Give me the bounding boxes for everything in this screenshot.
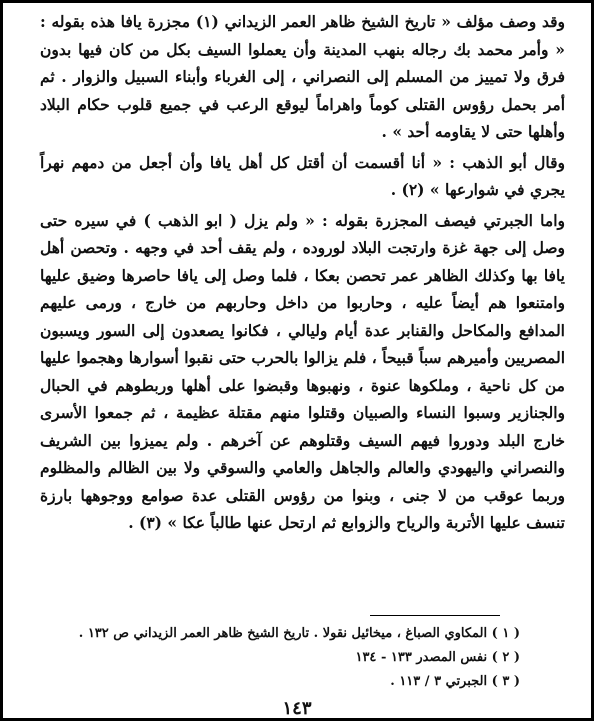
footnotes — [80, 622, 520, 694]
footnote-1: ( ١ ) المكاوي الصباغ ، ميخائيل نقولا . تاريخ الشيخ ظاهر العمر الزيداني ص ١٣٢ . — [78, 626, 520, 641]
page-body — [40, 8, 565, 537]
paragraph-2: وقال أبو الذهب : « أنا أقسمت أن أقتل كل أهل يافا وأن أجعل من دمهم نهراً يجري في شوارعها » (٢) . — [40, 152, 565, 199]
footnote-separator — [370, 615, 500, 616]
footnote-2: ( ٢ ) نفس المصدر ١٣٣ - ١٣٤ — [355, 650, 520, 665]
footnote-3: ( ٣ ) الجبرتي ٣ / ١١٣ . — [390, 674, 520, 689]
page-number: ١٤٣ — [282, 698, 312, 719]
paragraph-3: واما الجبرتي فيصف المجزرة بقوله : « ولم يزل ( ابو الذهب ) في سيره حتى وصل إلى جهة غزة وارتجت البلاد لوروده ، ولم يقف أحد في وجهه . وتحصن أهل يافا بها وكذلك الظاهر عمر تحصن بعكا ، فلما وصل إلى يافا حاصرها وضيق عليها وامتنعوا هم أيضاً عليه ، وحاربوا من داخل وحاربهم من خارج ، ورمى عليهم المدافع والمكاحل والقنابر عدة أيام وليالي ، فكانوا يصعدون إلى السور ويسبون المصريين وأميرهم سباً قبيحاً ، فلم يزالوا بالحرب حتى نقبوا أسوارها وهجموا عليها من كل ناحية ، وملكوها عنوة ، ونهبوها وقبضوا على أهلها وربطوهم في الحبال والجنازير وسبوا النساء والصبيان وقتلوا منهم مقتلة عظيمة ، ثم جمعوا الأسرى خارج البلد ودوروا فيهم السيف وقتلوهم عن آخرهم . ولم يميزوا بين الشريف والنصراني واليهودي والعالم والجاهل والعامي والسوقي ولا بين الظالم والمظلوم وربما عوقب من لا جنى ، وبنوا من رؤوس القتلى عدة صوامع ووجوهها بارزة تنسف عليها الأتربة والرياح والزوابع ثم ارتحل عنها طالباً عكا » (٣) . — [40, 210, 565, 532]
paragraph-1: وقد وصف مؤلف « تاريخ الشيخ ظاهر العمر الزيداني (١) مجزرة يافا هذه بقوله : « وأمر محمد بك رجاله بنهب المدينة وأن يعملوا السيف بكل من كان فيها بدون فرق ولا تمييز من المسلم إلى النصراني ، إلى الغرباء وأبناء السبيل والزوار . ثم أمر بحمل رؤوس القتلى كوماً واهراماً ليوقع الرعب في جميع قلوب حكام البلاد وأهلها حتى لا يقاومه أحد » . — [40, 12, 565, 141]
